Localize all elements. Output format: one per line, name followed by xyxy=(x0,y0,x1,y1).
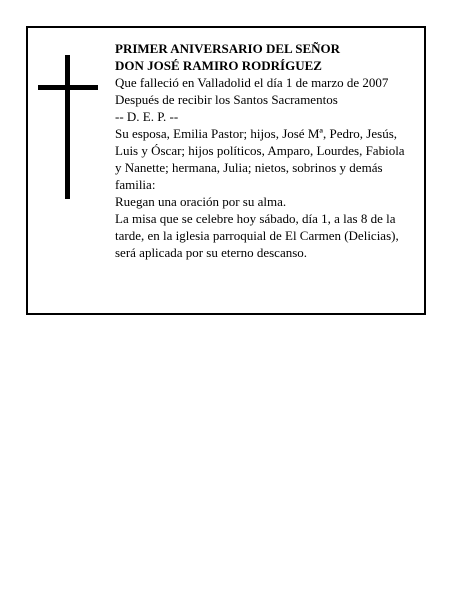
cross-horizontal-bar xyxy=(38,85,98,90)
obituary-notice xyxy=(26,26,426,315)
cross-icon xyxy=(38,55,98,199)
family-line-3: y Nanette; hermana, Julia; nietos, sobrinos y demás xyxy=(115,160,383,175)
prayer-line: Ruegan una oración por su alma. xyxy=(115,194,287,209)
notice-text xyxy=(115,40,425,261)
family-line-4: familia: xyxy=(115,177,156,192)
family-line-1: Su esposa, Emilia Pastor; hijos, José Mª, Pedro, Jesús, xyxy=(115,126,398,141)
dep-line: -- D. E. P. -- xyxy=(115,109,179,124)
mass-line-3: será aplicada por su eterno descanso. xyxy=(115,245,308,260)
notice-heading-line1: PRIMER ANIVERSARIO DEL SEÑOR xyxy=(115,41,341,56)
death-line: Que falleció en Valladolid el día 1 de marzo de 2007 xyxy=(115,75,389,90)
mass-line-1: La misa que se celebre hoy sábado, día 1, a las 8 de la xyxy=(115,211,396,226)
notice-heading-line2: DON JOSÉ RAMIRO RODRÍGUEZ xyxy=(115,58,322,73)
mass-line-2: tarde, en la iglesia parroquial de El Carmen (Delicias), xyxy=(115,228,399,243)
family-line-2: Luis y Óscar; hijos políticos, Amparo, Lourdes, Fabiola xyxy=(115,143,405,158)
cross-vertical-bar xyxy=(65,55,70,199)
sacraments-line: Después de recibir los Santos Sacramentos xyxy=(115,92,338,107)
